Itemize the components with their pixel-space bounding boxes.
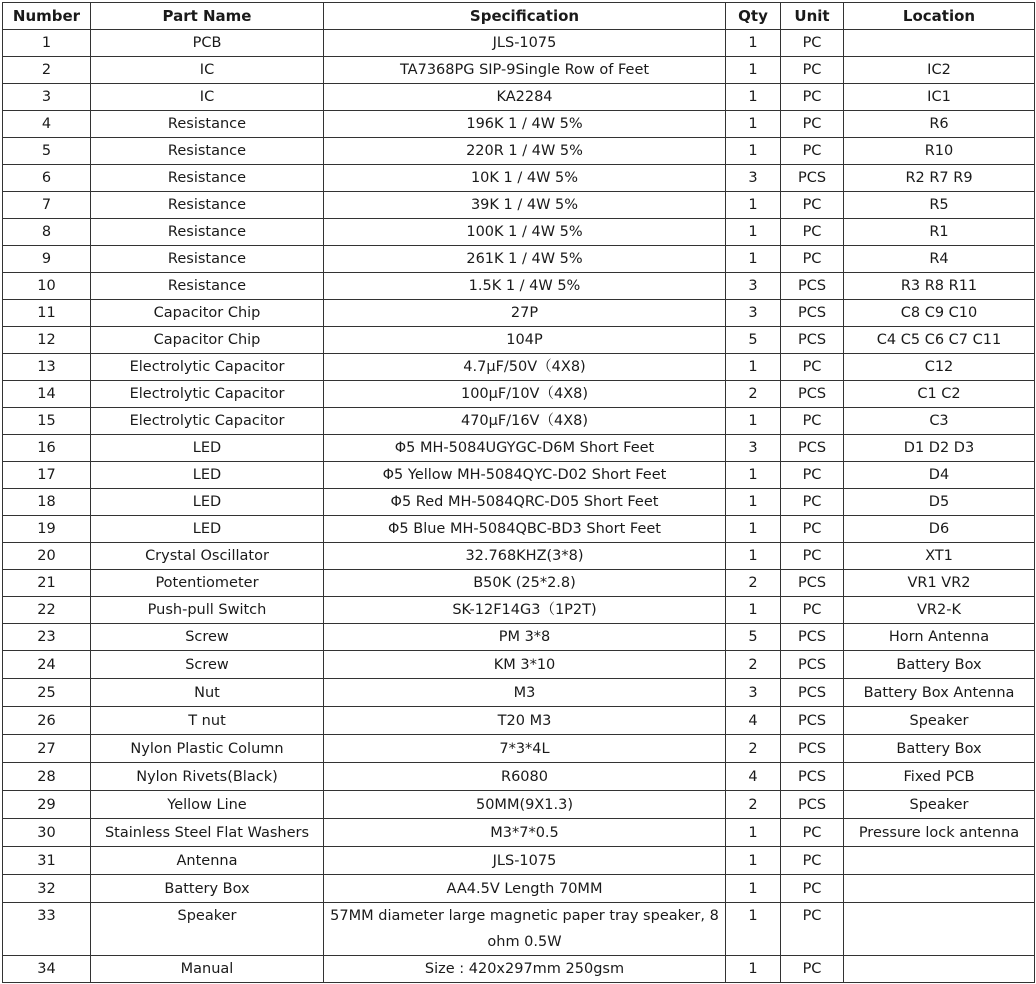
table-row [3, 165, 1035, 192]
cell-number: 17 [3, 462, 91, 489]
cell-specification: 7*3*4L [324, 735, 726, 763]
cell-unit: PC [781, 956, 844, 983]
cell-number: 12 [3, 327, 91, 354]
cell-part-name: Resistance [91, 192, 324, 219]
cell-number: 33 [3, 903, 91, 956]
cell-qty: 2 [726, 735, 781, 763]
cell-specification: 1.5K 1 / 4W 5% [324, 273, 726, 300]
cell-specification: TA7368PG SIP-9Single Row of Feet [324, 57, 726, 84]
cell-unit: PCS [781, 624, 844, 651]
cell-part-name: LED [91, 516, 324, 543]
table-row [3, 246, 1035, 273]
cell-unit: PC [781, 543, 844, 570]
cell-location: D1 D2 D3 [844, 435, 1035, 462]
cell-location: R1 [844, 219, 1035, 246]
cell-location: R6 [844, 111, 1035, 138]
cell-part-name: LED [91, 462, 324, 489]
cell-unit: PCS [781, 570, 844, 597]
cell-specification: 10K 1 / 4W 5% [324, 165, 726, 192]
cell-specification: 220R 1 / 4W 5% [324, 138, 726, 165]
cell-unit: PCS [781, 651, 844, 679]
cell-specification: Φ5 Red MH-5084QRC-D05 Short Feet [324, 489, 726, 516]
cell-unit: PCS [781, 763, 844, 791]
cell-qty: 2 [726, 570, 781, 597]
cell-qty: 5 [726, 624, 781, 651]
cell-location: C1 C2 [844, 381, 1035, 408]
cell-location: Battery Box Antenna [844, 679, 1035, 707]
cell-qty: 1 [726, 956, 781, 983]
cell-location: D6 [844, 516, 1035, 543]
cell-specification: B50K (25*2.8) [324, 570, 726, 597]
table-row [3, 956, 1035, 983]
table-row [3, 875, 1035, 903]
cell-qty: 1 [726, 408, 781, 435]
table-row [3, 84, 1035, 111]
table-row [3, 791, 1035, 819]
cell-qty: 5 [726, 327, 781, 354]
cell-unit: PC [781, 489, 844, 516]
cell-number: 32 [3, 875, 91, 903]
cell-qty: 3 [726, 165, 781, 192]
cell-unit: PC [781, 84, 844, 111]
cell-specification: Φ5 MH-5084UGYGC-D6M Short Feet [324, 435, 726, 462]
cell-specification: KM 3*10 [324, 651, 726, 679]
cell-specification: 50MM(9X1.3) [324, 791, 726, 819]
cell-qty: 1 [726, 246, 781, 273]
cell-specification: KA2284 [324, 84, 726, 111]
cell-qty: 1 [726, 30, 781, 57]
cell-location [844, 956, 1035, 983]
cell-part-name: LED [91, 489, 324, 516]
cell-part-name: Resistance [91, 273, 324, 300]
cell-location: R10 [844, 138, 1035, 165]
table-row [3, 847, 1035, 875]
cell-qty: 1 [726, 597, 781, 624]
table-row [3, 903, 1035, 956]
cell-number: 14 [3, 381, 91, 408]
cell-part-name: Electrolytic Capacitor [91, 354, 324, 381]
cell-part-name: Resistance [91, 111, 324, 138]
header-row [3, 3, 1035, 30]
cell-specification: 261K 1 / 4W 5% [324, 246, 726, 273]
cell-unit: PC [781, 219, 844, 246]
table-row [3, 819, 1035, 847]
cell-specification: 39K 1 / 4W 5% [324, 192, 726, 219]
table-row [3, 516, 1035, 543]
cell-location: D4 [844, 462, 1035, 489]
cell-unit: PCS [781, 679, 844, 707]
cell-unit: PC [781, 111, 844, 138]
cell-part-name: Crystal Oscillator [91, 543, 324, 570]
cell-number: 25 [3, 679, 91, 707]
table-row [3, 30, 1035, 57]
cell-unit: PC [781, 138, 844, 165]
cell-specification: 104P [324, 327, 726, 354]
cell-number: 5 [3, 138, 91, 165]
cell-location: VR1 VR2 [844, 570, 1035, 597]
cell-number: 29 [3, 791, 91, 819]
cell-location: C3 [844, 408, 1035, 435]
cell-part-name: Capacitor Chip [91, 327, 324, 354]
cell-location: Battery Box [844, 651, 1035, 679]
cell-part-name: Resistance [91, 246, 324, 273]
cell-specification: 196K 1 / 4W 5% [324, 111, 726, 138]
table-row [3, 57, 1035, 84]
cell-number: 4 [3, 111, 91, 138]
cell-part-name: Antenna [91, 847, 324, 875]
cell-specification: AA4.5V Length 70MM [324, 875, 726, 903]
cell-location: IC2 [844, 57, 1035, 84]
table-row [3, 462, 1035, 489]
cell-qty: 1 [726, 847, 781, 875]
cell-unit: PC [781, 903, 844, 956]
cell-qty: 4 [726, 707, 781, 735]
cell-qty: 1 [726, 219, 781, 246]
cell-number: 13 [3, 354, 91, 381]
cell-unit: PCS [781, 381, 844, 408]
cell-specification: 27P [324, 300, 726, 327]
cell-specification: PM 3*8 [324, 624, 726, 651]
cell-part-name: Battery Box [91, 875, 324, 903]
cell-part-name: Yellow Line [91, 791, 324, 819]
cell-location: R5 [844, 192, 1035, 219]
cell-specification: JLS-1075 [324, 30, 726, 57]
cell-specification: Φ5 Yellow MH-5084QYC-D02 Short Feet [324, 462, 726, 489]
cell-specification: 100µF/10V（4X8) [324, 381, 726, 408]
cell-number: 16 [3, 435, 91, 462]
cell-part-name: PCB [91, 30, 324, 57]
cell-number: 8 [3, 219, 91, 246]
table-row [3, 543, 1035, 570]
cell-location: R2 R7 R9 [844, 165, 1035, 192]
header-specification: Specification [324, 3, 726, 30]
cell-specification: 32.768KHZ(3*8) [324, 543, 726, 570]
cell-unit: PCS [781, 735, 844, 763]
cell-location: R4 [844, 246, 1035, 273]
cell-location: Battery Box [844, 735, 1035, 763]
cell-number: 1 [3, 30, 91, 57]
cell-number: 6 [3, 165, 91, 192]
cell-unit: PCS [781, 327, 844, 354]
cell-location: XT1 [844, 543, 1035, 570]
table-row [3, 435, 1035, 462]
cell-qty: 2 [726, 651, 781, 679]
table-row [3, 138, 1035, 165]
cell-location: Horn Antenna [844, 624, 1035, 651]
table-row [3, 570, 1035, 597]
cell-unit: PC [781, 57, 844, 84]
cell-qty: 1 [726, 138, 781, 165]
table-row [3, 354, 1035, 381]
cell-location [844, 903, 1035, 956]
cell-number: 28 [3, 763, 91, 791]
table-row [3, 300, 1035, 327]
cell-specification: 470µF/16V（4X8) [324, 408, 726, 435]
cell-unit: PCS [781, 707, 844, 735]
cell-qty: 4 [726, 763, 781, 791]
cell-part-name: Electrolytic Capacitor [91, 381, 324, 408]
cell-part-name: Screw [91, 651, 324, 679]
cell-part-name: Resistance [91, 138, 324, 165]
cell-number: 24 [3, 651, 91, 679]
cell-part-name: Manual [91, 956, 324, 983]
cell-qty: 1 [726, 84, 781, 111]
cell-qty: 2 [726, 791, 781, 819]
cell-qty: 3 [726, 435, 781, 462]
table-row [3, 408, 1035, 435]
table-row [3, 111, 1035, 138]
cell-qty: 1 [726, 462, 781, 489]
cell-number: 31 [3, 847, 91, 875]
cell-qty: 1 [726, 819, 781, 847]
cell-qty: 1 [726, 516, 781, 543]
cell-specification: JLS-1075 [324, 847, 726, 875]
table-body [3, 30, 1035, 983]
cell-number: 20 [3, 543, 91, 570]
cell-part-name: Screw [91, 624, 324, 651]
cell-qty: 1 [726, 192, 781, 219]
cell-qty: 3 [726, 273, 781, 300]
cell-qty: 1 [726, 489, 781, 516]
header-qty: Qty [726, 3, 781, 30]
cell-specification: 4.7µF/50V（4X8) [324, 354, 726, 381]
cell-number: 26 [3, 707, 91, 735]
cell-unit: PC [781, 597, 844, 624]
cell-number: 30 [3, 819, 91, 847]
header-location: Location [844, 3, 1035, 30]
cell-part-name: Nylon Plastic Column [91, 735, 324, 763]
cell-unit: PC [781, 875, 844, 903]
cell-location: C8 C9 C10 [844, 300, 1035, 327]
cell-qty: 3 [726, 679, 781, 707]
cell-number: 10 [3, 273, 91, 300]
cell-number: 15 [3, 408, 91, 435]
cell-part-name: Speaker [91, 903, 324, 956]
table-row [3, 763, 1035, 791]
cell-unit: PC [781, 462, 844, 489]
cell-number: 9 [3, 246, 91, 273]
cell-unit: PC [781, 30, 844, 57]
cell-part-name: IC [91, 84, 324, 111]
table-row [3, 735, 1035, 763]
cell-unit: PCS [781, 791, 844, 819]
cell-location: C12 [844, 354, 1035, 381]
cell-number: 19 [3, 516, 91, 543]
cell-unit: PC [781, 408, 844, 435]
cell-unit: PCS [781, 300, 844, 327]
cell-qty: 1 [726, 875, 781, 903]
cell-qty: 1 [726, 354, 781, 381]
cell-qty: 3 [726, 300, 781, 327]
cell-location: R3 R8 R11 [844, 273, 1035, 300]
cell-part-name: Electrolytic Capacitor [91, 408, 324, 435]
cell-number: 11 [3, 300, 91, 327]
cell-unit: PC [781, 847, 844, 875]
cell-location [844, 30, 1035, 57]
cell-number: 3 [3, 84, 91, 111]
cell-part-name: Potentiometer [91, 570, 324, 597]
cell-specification: M3 [324, 679, 726, 707]
cell-number: 7 [3, 192, 91, 219]
cell-specification: SK-12F14G3（1P2T) [324, 597, 726, 624]
cell-number: 34 [3, 956, 91, 983]
cell-specification: 100K 1 / 4W 5% [324, 219, 726, 246]
parts-list-table [2, 2, 1035, 983]
cell-location: Fixed PCB [844, 763, 1035, 791]
cell-number: 23 [3, 624, 91, 651]
cell-location: Pressure lock antenna [844, 819, 1035, 847]
table-row [3, 219, 1035, 246]
cell-part-name: T nut [91, 707, 324, 735]
cell-location [844, 875, 1035, 903]
header-unit: Unit [781, 3, 844, 30]
cell-location: D5 [844, 489, 1035, 516]
cell-part-name: Resistance [91, 219, 324, 246]
cell-part-name: Stainless Steel Flat Washers [91, 819, 324, 847]
cell-unit: PC [781, 192, 844, 219]
cell-unit: PC [781, 354, 844, 381]
cell-specification: T20 M3 [324, 707, 726, 735]
cell-qty: 1 [726, 903, 781, 956]
cell-unit: PC [781, 246, 844, 273]
cell-number: 27 [3, 735, 91, 763]
cell-part-name: IC [91, 57, 324, 84]
cell-unit: PCS [781, 165, 844, 192]
table-row [3, 624, 1035, 651]
table-row [3, 327, 1035, 354]
cell-unit: PC [781, 819, 844, 847]
cell-part-name: LED [91, 435, 324, 462]
cell-specification: Size : 420x297mm 250gsm [324, 956, 726, 983]
cell-part-name: Push-pull Switch [91, 597, 324, 624]
cell-unit: PCS [781, 273, 844, 300]
table-row [3, 381, 1035, 408]
cell-qty: 2 [726, 381, 781, 408]
cell-part-name: Resistance [91, 165, 324, 192]
cell-unit: PC [781, 516, 844, 543]
cell-specification: 57MM diameter large magnetic paper tray speaker, 8 ohm 0.5W [324, 903, 726, 956]
cell-location: Speaker [844, 791, 1035, 819]
cell-location: Speaker [844, 707, 1035, 735]
cell-unit: PCS [781, 435, 844, 462]
cell-specification: M3*7*0.5 [324, 819, 726, 847]
table-row [3, 597, 1035, 624]
cell-number: 2 [3, 57, 91, 84]
table-row [3, 273, 1035, 300]
table-row [3, 489, 1035, 516]
cell-part-name: Nylon Rivets(Black) [91, 763, 324, 791]
table-row [3, 679, 1035, 707]
cell-location: IC1 [844, 84, 1035, 111]
table-row [3, 192, 1035, 219]
cell-number: 22 [3, 597, 91, 624]
header-part-name: Part Name [91, 3, 324, 30]
cell-part-name: Capacitor Chip [91, 300, 324, 327]
cell-number: 21 [3, 570, 91, 597]
table-row [3, 651, 1035, 679]
cell-location [844, 847, 1035, 875]
cell-location: VR2-K [844, 597, 1035, 624]
cell-qty: 1 [726, 543, 781, 570]
cell-qty: 1 [726, 111, 781, 138]
cell-part-name: Nut [91, 679, 324, 707]
cell-number: 18 [3, 489, 91, 516]
cell-specification: R6080 [324, 763, 726, 791]
header-number: Number [3, 3, 91, 30]
table-row [3, 707, 1035, 735]
cell-qty: 1 [726, 57, 781, 84]
cell-location: C4 C5 C6 C7 C11 [844, 327, 1035, 354]
cell-specification: Φ5 Blue MH-5084QBC-BD3 Short Feet [324, 516, 726, 543]
